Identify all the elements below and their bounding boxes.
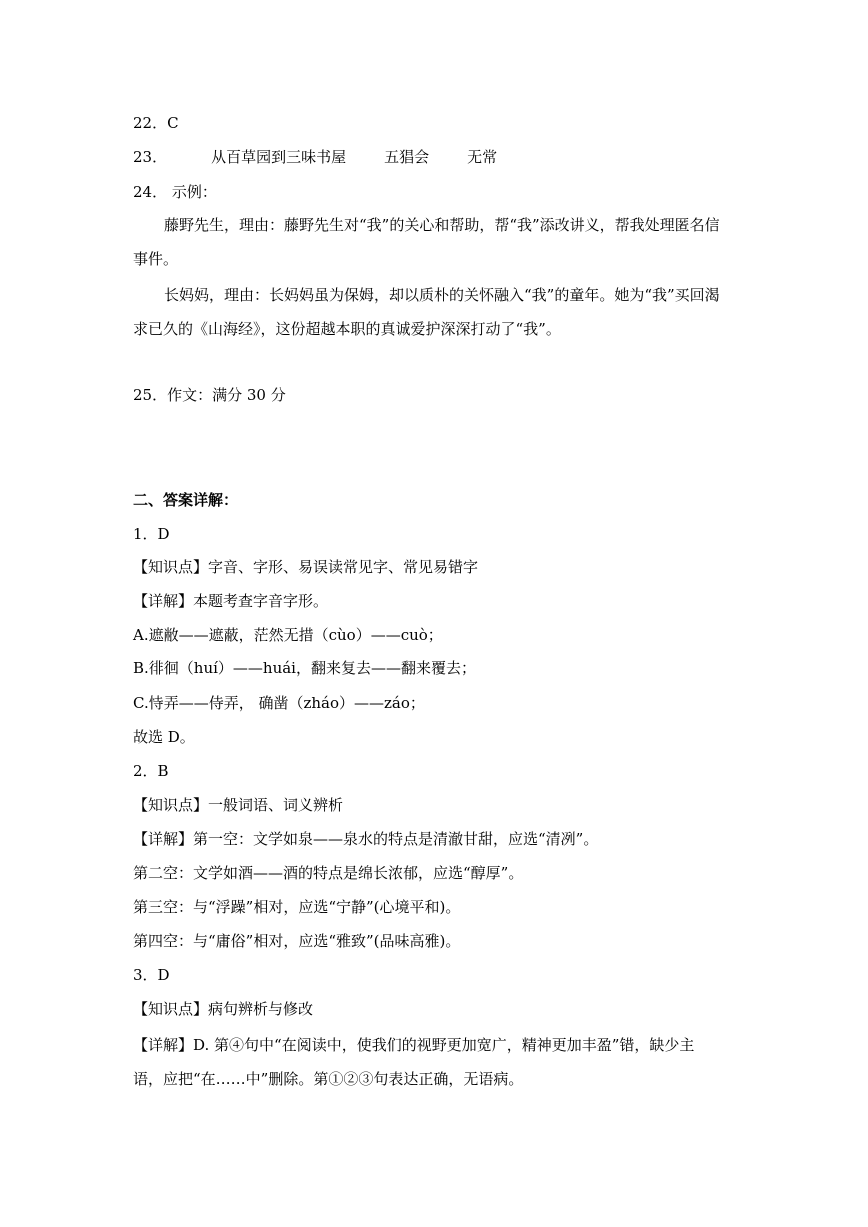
answer-23-blank-b: 五猖会: [384, 148, 430, 166]
answer-24-paragraph-2-line-2: 求已久的《山海经》，这份超越本职的真诚爱护深深打动了“我”。: [133, 320, 561, 338]
answer-23: [133, 146, 497, 168]
detail-3-answer: 3．D: [133, 966, 170, 984]
detail-3-line-2: 语，应把“在……中”删除。第①②③句表达正确，无语病。: [133, 1070, 524, 1088]
answer-24-heading: 24． 示例：: [133, 183, 217, 201]
answer-23-blank-c: 无常: [467, 148, 498, 166]
detail-2-line-4: 第四空：与“庸俗”相对，应选“雅致”(品味高雅)。: [133, 932, 461, 950]
answer-24-paragraph-1-line-2: 事件。: [133, 250, 179, 268]
answer-22: 22．C: [133, 114, 179, 132]
detail-2-answer: 2．B: [133, 762, 169, 780]
detail-1-explanation: 【详解】本题考查字音字形。: [133, 592, 329, 610]
detail-2-line-2: 第二空：文学如酒——酒的特点是绵长浓郁，应选“醇厚”。: [133, 864, 524, 882]
detail-1-option-a: A.遮敝——遮蔽，茫然无措（cùo）——cuò；: [133, 626, 443, 644]
detail-1-answer: 1．D: [133, 525, 170, 543]
detail-2-line-1: 【详解】第一空：文学如泉——泉水的特点是清澈甘甜，应选“清冽”。: [133, 830, 599, 848]
detail-2-line-3: 第三空：与“浮躁”相对，应选“宁静”(心境平和)。: [133, 898, 461, 916]
detail-1-conclusion: 故选 D。: [133, 728, 195, 746]
answer-25: 25．作文：满分 30 分: [133, 386, 286, 404]
answer-23-number: 23．: [133, 148, 168, 166]
answer-24-paragraph-1-line-1: 藤野先生，理由：藤野先生对“我”的关心和帮助，帮“我”添改讲义，帮我处理匿名信: [164, 216, 720, 234]
answer-23-blank-a: 从百草园到三味书屋: [211, 148, 347, 166]
detail-3-line-1: 【详解】D. 第④句中“在阅读中，使我们的视野更加宽广，精神更加丰盈”错，缺少主: [133, 1036, 695, 1054]
detail-1-option-c: C.恃弄——侍弄， 确凿（zháo）——záo；: [133, 694, 425, 712]
detail-3-knowledge: 【知识点】病句辨析与修改: [133, 1000, 314, 1018]
section-title: 二、答案详解：: [133, 491, 239, 509]
answer-24-paragraph-2-line-1: 长妈妈，理由：长妈妈虽为保姆，却以质朴的关怀融入“我”的童年。她为“我”买回渴: [164, 286, 720, 304]
detail-1-knowledge: 【知识点】字音、字形、易误读常见字、常见易错字: [133, 558, 479, 576]
detail-1-option-b: B.徘徊（huí）——huái，翻来复去——翻来覆去；: [133, 659, 476, 677]
detail-2-knowledge: 【知识点】一般词语、词义辨析: [133, 796, 344, 814]
